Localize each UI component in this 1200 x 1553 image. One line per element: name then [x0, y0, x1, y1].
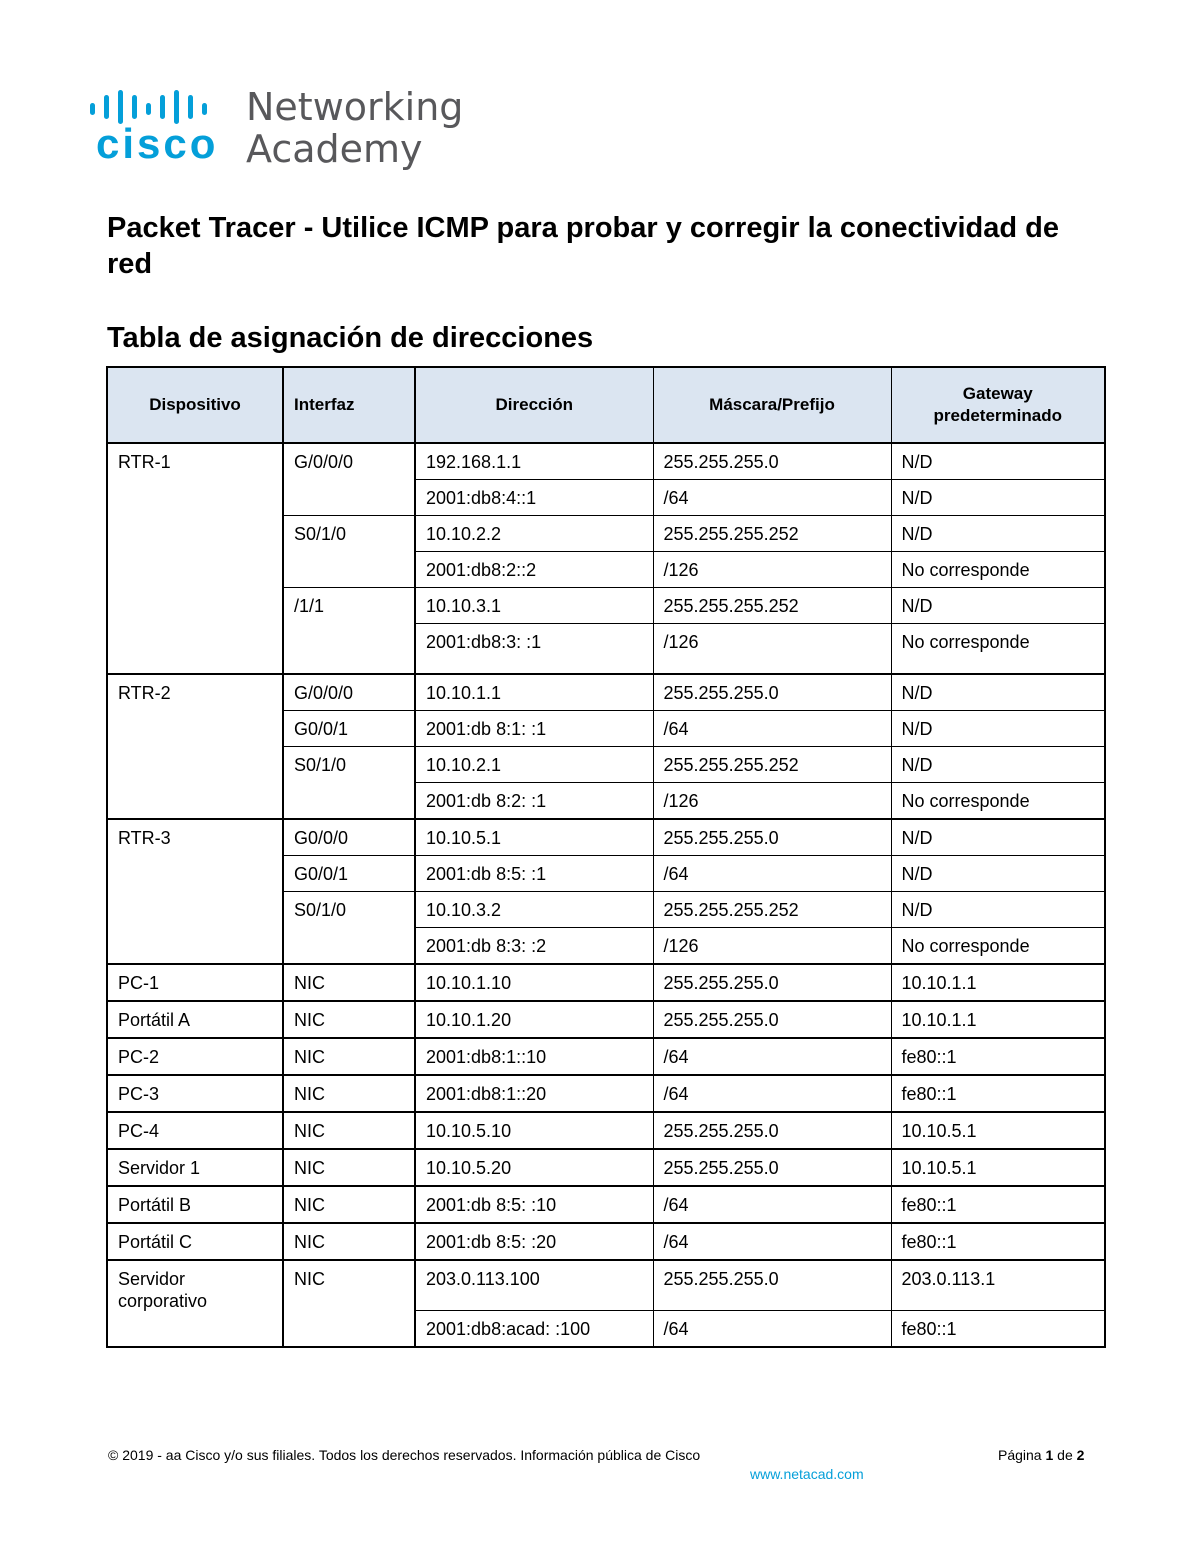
table-row — [107, 819, 1105, 856]
cell-mask: 255.255.255.0 — [653, 964, 891, 1001]
cisco-networking-academy-logo — [86, 85, 466, 178]
cell-gateway: No corresponde — [891, 783, 1105, 820]
cell-address: 2001:db 8:5: :10 — [415, 1186, 653, 1223]
cell-mask: /126 — [653, 624, 891, 675]
cell-mask: 255.255.255.252 — [653, 588, 891, 624]
cell-gateway: 10.10.5.1 — [891, 1149, 1105, 1186]
netacad-link[interactable]: www.netacad.com — [750, 1466, 864, 1482]
footer-copyright: © 2019 - aa Cisco y/o sus filiales. Todos los derechos reservados. Información pública de Cisco — [108, 1447, 701, 1463]
networking-academy-wordmark — [246, 86, 463, 170]
cell-mask: /64 — [653, 1186, 891, 1223]
cell-address: 2001:db8:4::1 — [415, 480, 653, 516]
table-row — [107, 1112, 1105, 1149]
cell-device: Portátil B — [107, 1186, 283, 1223]
cell-device: RTR-3 — [107, 819, 283, 964]
logo-line1: Networking — [246, 85, 464, 129]
cell-device: PC-4 — [107, 1112, 283, 1149]
cell-gateway: N/D — [891, 588, 1105, 624]
cell-mask: 255.255.255.0 — [653, 1112, 891, 1149]
cell-address: 10.10.1.1 — [415, 674, 653, 711]
cell-gateway: fe80::1 — [891, 1038, 1105, 1075]
cell-address: 2001:db8:1::10 — [415, 1038, 653, 1075]
cell-address: 2001:db 8:5: :20 — [415, 1223, 653, 1260]
cell-address: 10.10.5.10 — [415, 1112, 653, 1149]
cell-interface: NIC — [283, 1001, 415, 1038]
cell-mask: 255.255.255.0 — [653, 1001, 891, 1038]
footer-page-number — [998, 1447, 1084, 1463]
cell-interface: NIC — [283, 1186, 415, 1223]
cell-interface: NIC — [283, 1260, 415, 1347]
cell-gateway: N/D — [891, 674, 1105, 711]
cisco-wordmark: cisco — [96, 120, 219, 167]
cell-address: 10.10.2.1 — [415, 747, 653, 783]
cell-device: PC-3 — [107, 1075, 283, 1112]
table-row — [107, 964, 1105, 1001]
cell-mask: /64 — [653, 1038, 891, 1075]
cell-address: 10.10.1.10 — [415, 964, 653, 1001]
table-row — [107, 1223, 1105, 1260]
cell-address: 10.10.3.1 — [415, 588, 653, 624]
cell-address: 10.10.2.2 — [415, 516, 653, 552]
cell-gateway: No corresponde — [891, 552, 1105, 588]
cell-interface: NIC — [283, 1223, 415, 1260]
cell-address: 2001:db 8:2: :1 — [415, 783, 653, 820]
cell-mask: /64 — [653, 1311, 891, 1348]
cell-mask: /64 — [653, 480, 891, 516]
cell-mask: 255.255.255.0 — [653, 819, 891, 856]
cell-interface: NIC — [283, 1038, 415, 1075]
cell-gateway: N/D — [891, 711, 1105, 747]
cell-device: Portátil A — [107, 1001, 283, 1038]
table-row — [107, 1001, 1105, 1038]
cell-address: 10.10.1.20 — [415, 1001, 653, 1038]
cell-mask: 255.255.255.0 — [653, 1149, 891, 1186]
cell-gateway: 10.10.1.1 — [891, 1001, 1105, 1038]
cell-gateway: No corresponde — [891, 928, 1105, 965]
page-word: Página — [998, 1447, 1042, 1463]
cell-interface: NIC — [283, 964, 415, 1001]
cell-mask: /64 — [653, 1075, 891, 1112]
cell-gateway: N/D — [891, 856, 1105, 892]
cell-mask: /64 — [653, 856, 891, 892]
cell-interface: NIC — [283, 1112, 415, 1149]
page-of: de — [1057, 1447, 1073, 1463]
cell-mask: 255.255.255.252 — [653, 747, 891, 783]
cell-address: 10.10.5.1 — [415, 819, 653, 856]
cell-gateway: fe80::1 — [891, 1311, 1105, 1348]
cell-interface: G0/0/1 — [283, 856, 415, 892]
cell-device: RTR-1 — [107, 443, 283, 674]
table-row — [107, 1149, 1105, 1186]
cell-address: 2001:db8:acad: :100 — [415, 1311, 653, 1348]
cell-device: Servidor 1 — [107, 1149, 283, 1186]
cell-gateway: fe80::1 — [891, 1186, 1105, 1223]
cell-gateway: 203.0.113.1 — [891, 1260, 1105, 1311]
cell-interface: S0/1/0 — [283, 516, 415, 588]
cell-mask: 255.255.255.252 — [653, 516, 891, 552]
cell-interface: NIC — [283, 1075, 415, 1112]
cell-mask: /126 — [653, 928, 891, 965]
cell-gateway: N/D — [891, 819, 1105, 856]
cell-address: 10.10.3.2 — [415, 892, 653, 928]
page-current: 1 — [1045, 1447, 1054, 1463]
table-row — [107, 1186, 1105, 1223]
cell-gateway: N/D — [891, 892, 1105, 928]
header-mask: Máscara/Prefijo — [653, 367, 891, 443]
cell-device: Servidor corporativo — [107, 1260, 283, 1347]
cell-gateway: N/D — [891, 747, 1105, 783]
cell-gateway: 10.10.5.1 — [891, 1112, 1105, 1149]
cell-interface: NIC — [283, 1149, 415, 1186]
cisco-bars-icon — [86, 90, 226, 124]
cell-device: PC-2 — [107, 1038, 283, 1075]
addressing-table — [106, 366, 1106, 1348]
cell-interface: S0/1/0 — [283, 747, 415, 820]
cell-mask: /64 — [653, 1223, 891, 1260]
cell-interface: G/0/0/0 — [283, 674, 415, 711]
table-row — [107, 443, 1105, 480]
cell-address: 10.10.5.20 — [415, 1149, 653, 1186]
cell-gateway: fe80::1 — [891, 1223, 1105, 1260]
cell-interface: G0/0/1 — [283, 711, 415, 747]
cell-interface: /1/1 — [283, 588, 415, 675]
cell-gateway: N/D — [891, 443, 1105, 480]
cell-address: 2001:db8:3: :1 — [415, 624, 653, 675]
cell-device: Portátil C — [107, 1223, 283, 1260]
cell-address: 2001:db8:1::20 — [415, 1075, 653, 1112]
table-header-row — [107, 367, 1105, 443]
cell-mask: /64 — [653, 711, 891, 747]
header-device: Dispositivo — [107, 367, 283, 443]
header-interface: Interfaz — [283, 367, 415, 443]
cell-gateway: 10.10.1.1 — [891, 964, 1105, 1001]
cell-mask: /126 — [653, 783, 891, 820]
section-title: Tabla de asignación de direcciones — [107, 322, 594, 354]
cell-address: 2001:db 8:1: :1 — [415, 711, 653, 747]
cell-interface: G/0/0/0 — [283, 443, 415, 516]
cell-address: 2001:db8:2::2 — [415, 552, 653, 588]
cell-address: 2001:db 8:3: :2 — [415, 928, 653, 965]
cell-mask: 255.255.255.0 — [653, 674, 891, 711]
cell-interface: G0/0/0 — [283, 819, 415, 856]
cell-address: 203.0.113.100 — [415, 1260, 653, 1311]
cell-gateway: fe80::1 — [891, 1075, 1105, 1112]
cell-gateway: No corresponde — [891, 624, 1105, 675]
cell-mask: 255.255.255.0 — [653, 443, 891, 480]
table-body — [107, 443, 1105, 1347]
cell-device: PC-1 — [107, 964, 283, 1001]
logo-line2: Academy — [246, 127, 423, 171]
table-row — [107, 1075, 1105, 1112]
table-row — [107, 674, 1105, 711]
cell-address: 192.168.1.1 — [415, 443, 653, 480]
cell-interface: S0/1/0 — [283, 892, 415, 965]
table-row — [107, 1038, 1105, 1075]
page-total: 2 — [1076, 1447, 1085, 1463]
header-gateway: Gateway predeterminado — [891, 367, 1105, 443]
cell-mask: 255.255.255.0 — [653, 1260, 891, 1311]
cell-gateway: N/D — [891, 480, 1105, 516]
cell-mask: /126 — [653, 552, 891, 588]
page-title: Packet Tracer - Utilice ICMP para probar y corregir la conectividad de red — [107, 212, 1060, 280]
table-row — [107, 1260, 1105, 1311]
cell-device: RTR-2 — [107, 674, 283, 819]
cell-mask: 255.255.255.252 — [653, 892, 891, 928]
cell-gateway: N/D — [891, 516, 1105, 552]
header-address: Dirección — [415, 367, 653, 443]
cell-address: 2001:db 8:5: :1 — [415, 856, 653, 892]
